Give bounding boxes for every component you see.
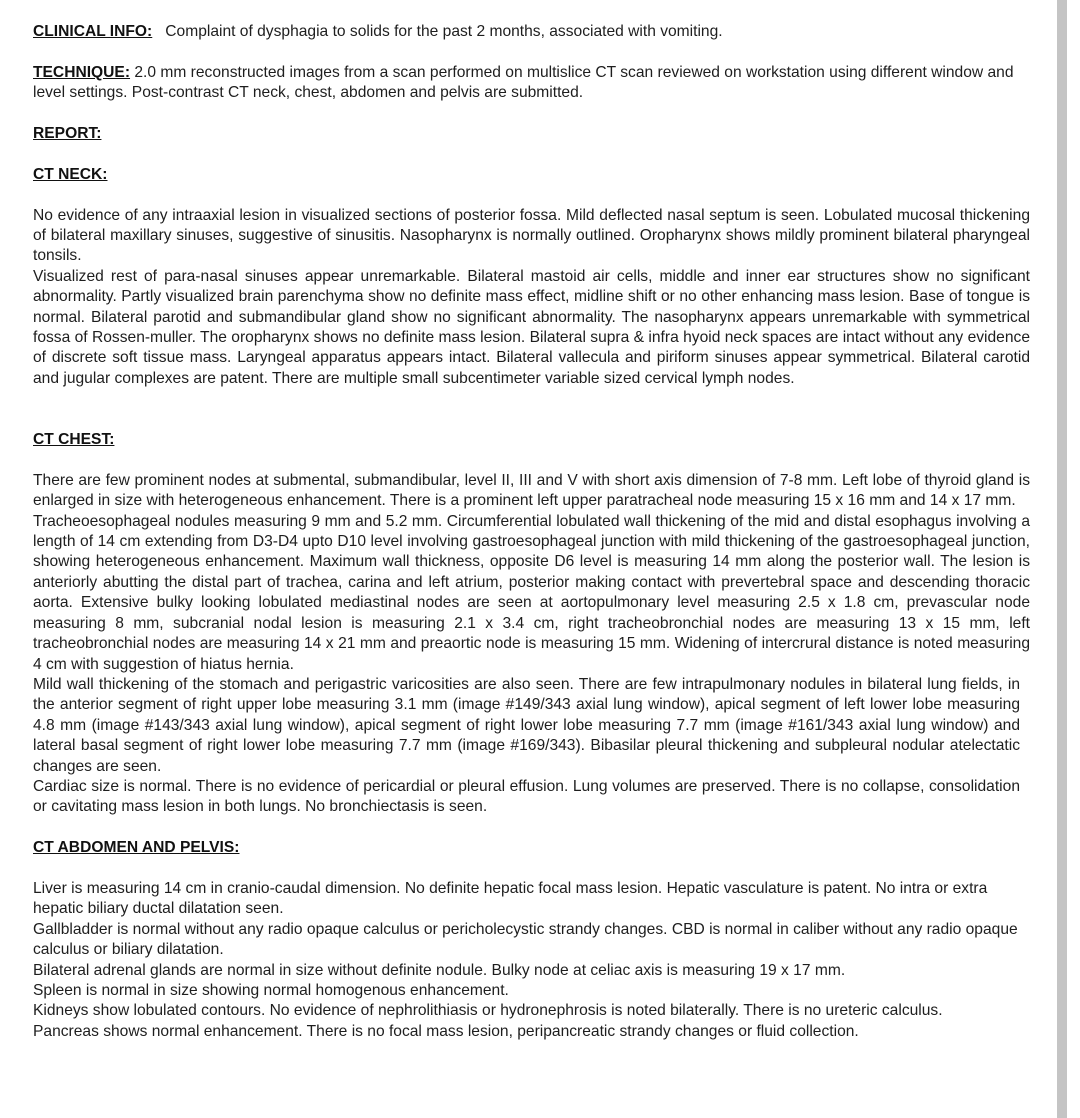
- ct-chest-paragraph: There are few prominent nodes at submental, submandibular, level II, III and V with short axis dimension of 7-8 mm. Left lobe of thyroid gland is enlarged in size with heterogeneous enhancement. There is a prominent left upper paratracheal node measuring 15 x 16 mm and 14 x 17 mm.: [33, 471, 1030, 510]
- spacer: [33, 818, 1030, 838]
- ct-chest-paragraph: Cardiac size is normal. There is no evidence of pericardial or pleural effusion. Lung volumes are preserved. There is no collapse, consolidation or cavitating mass lesion in both lungs. No bronchiectasis is seen.: [33, 777, 1020, 816]
- ct-abdomen-pelvis-label: CT ABDOMEN AND PELVIS:: [33, 839, 240, 857]
- ct-abdomen-paragraph: Liver is measuring 14 cm in cranio-caudal dimension. No definite hepatic focal mass lesion. Hepatic vasculature is patent. No intra or extra hepatic biliary ductal dilatation seen.: [33, 879, 988, 918]
- ct-chest-paragraph: Tracheoesophageal nodules measuring 9 mm and 5.2 mm. Circumferential lobulated wall thickening of the mid and distal esophagus involving a length of 14 cm extending from D3-D4 upto D10 level involving gastroesophageal junction with mild thickening of the gastroesophageal junction, showing heterogeneous enhancement. Maximum wall thickness, opposite D6 level is measuring 14 mm along the posterior wall. The lesion is anteriorly abutting the distal part of trachea, carina and left atrium, posterior making contact with prevertebral space and descending thoracic aorta. Extensive bulky looking lobulated mediastinal nodes are seen at aortopulmonary level measuring 2.5 x 1.8 cm, prevascular node measuring 8 mm, subcranial nodal lesion is measuring 2.1 x 3.4 cm, right tracheobronchial nodes are measuring 13 x 15 mm, left tracheobronchial nodes are measuring 14 x 21 mm and preaortic node is measuring 15 mm. Widening of intercrural distance is noted measuring 4 cm with suggestion of hiatus hernia.: [33, 512, 1030, 673]
- clinical-info-section: [33, 22, 1030, 42]
- ct-neck-paragraph: No evidence of any intraaxial lesion in visualized sections of posterior fossa. Mild deflected nasal septum is seen. Lobulated mucosal thickening of bilateral maxillary sinuses, suggestive of sinusitis. Nasopharynx is normally outlined. Oropharynx shows mildly prominent bilateral pharyngeal tonsils.: [33, 206, 1030, 265]
- ct-abdomen-paragraph: Gallbladder is normal without any radio opaque calculus or pericholecystic strandy changes. CBD is normal in caliber without any radio opaque calculus or biliary dilatation.: [33, 920, 1018, 959]
- technique-section: [33, 63, 1020, 104]
- ct-chest-label: CT CHEST:: [33, 431, 115, 449]
- vertical-scrollbar[interactable]: [1057, 0, 1067, 1118]
- ct-chest-heading: [33, 430, 1030, 450]
- spacer: [33, 104, 1030, 124]
- ct-abdomen-paragraph: Kidneys show lobulated contours. No evidence of nephrolithiasis or hydronephrosis is noted bilaterally. There is no ureteric calculus.: [33, 1002, 943, 1020]
- technique-label: TECHNIQUE:: [33, 63, 131, 81]
- ct-neck-heading: [33, 165, 1030, 185]
- spacer: [33, 450, 1030, 470]
- spacer: [33, 42, 1030, 62]
- ct-abdomen-paragraph: Spleen is normal in size showing normal homogenous enhancement.: [33, 981, 509, 999]
- spacer: [33, 144, 1030, 164]
- ct-abdomen-paragraph: Bilateral adrenal glands are normal in size without definite nodule. Bulky node at celiac axis is measuring 19 x 17 mm.: [33, 961, 846, 979]
- ct-neck-label: CT NECK:: [33, 165, 108, 183]
- ct-neck-paragraph: Visualized rest of para-nasal sinuses appear unremarkable. Bilateral mastoid air cells, middle and inner ear structures show no significant abnormality. Partly visualized brain parenchyma show no definite mass effect, midline shift or no other enhancing mass lesion. Base of tongue is normal. Bilateral parotid and submandibular gland show no significant abnormality. The nasopharynx appears unremarkable with symmetrical fossa of Rossen-muller. The oropharynx shows no definite mass lesion. Bilateral supra & infra hyoid neck spaces are intact without any evidence of discrete soft tissue mass. Laryngeal apparatus appears intact. Bilateral vallecula and piriform sinuses appear symmetrical. Bilateral carotid and jugular complexes are patent. There are multiple small subcentimeter variable sized cervical lymph nodes.: [33, 267, 1030, 387]
- ct-abdomen-pelvis-heading: [33, 838, 1030, 858]
- clinical-info-text: Complaint of dysphagia to solids for the past 2 months, associated with vomiting.: [165, 23, 723, 40]
- report-content: [33, 22, 1030, 1042]
- spacer: [33, 185, 1030, 205]
- ct-chest-paragraph: Mild wall thickening of the stomach and perigastric varicosities are also seen. There are few intrapulmonary nodules in bilateral lung fields, in the anterior segment of right upper lobe measuring 3.1 mm (image #149/343 axial lung window), apical segment of left lower lobe measuring 4.8 mm (image #143/343 axial lung window), apical segment of right lower lobe measuring 7.7 mm (image #161/343 axial lung window) and lateral basal segment of right lower lobe measuring 7.7 mm (image #169/343). Bibasilar pleural thickening and subpleural nodular atelectatic changes are seen.: [33, 675, 1020, 775]
- report-label: REPORT:: [33, 125, 102, 142]
- ct-abdomen-paragraph: Pancreas shows normal enhancement. There is no focal mass lesion, peripancreatic strandy changes or fluid collection.: [33, 1022, 859, 1040]
- report-heading: [33, 124, 1030, 144]
- technique-text: 2.0 mm reconstructed images from a scan performed on multislice CT scan reviewed on workstation using different window and level settings. Post-contrast CT neck, chest, abdomen and pelvis are submitted.: [33, 63, 1014, 102]
- clinical-info-label: CLINICAL INFO:: [33, 23, 153, 40]
- spacer: [33, 389, 1030, 430]
- spacer: [33, 859, 1030, 879]
- scrollbar-gutter: [1067, 0, 1080, 1118]
